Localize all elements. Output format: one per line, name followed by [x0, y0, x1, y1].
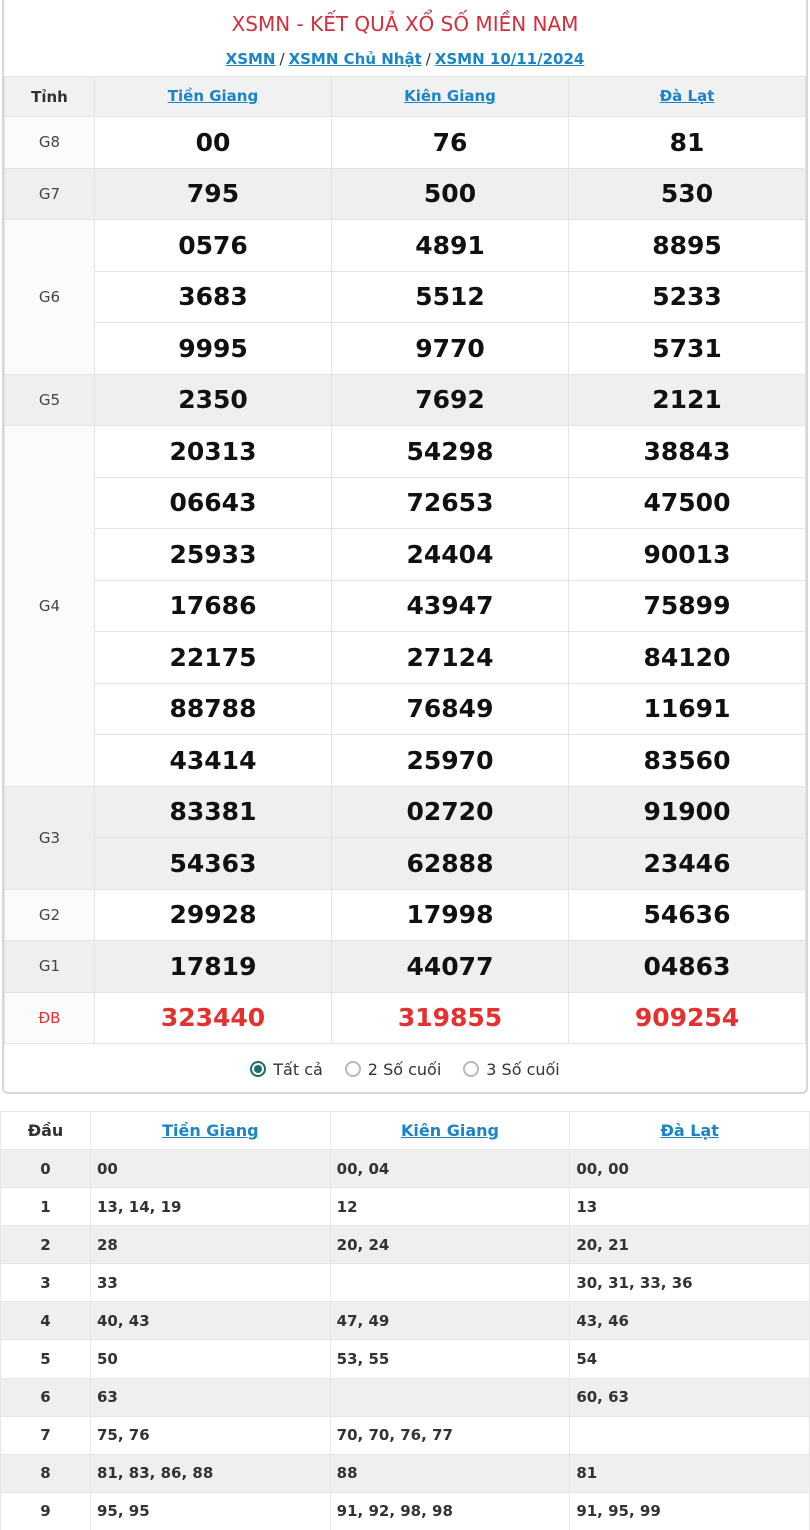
special-prize-number: 323440	[95, 992, 332, 1044]
loto-values: 28	[91, 1226, 331, 1264]
loto-province-link[interactable]: Kiên Giang	[401, 1121, 499, 1140]
prize-number: 44077	[332, 941, 569, 993]
prize-row	[5, 374, 806, 426]
loto-values: 00	[91, 1150, 331, 1188]
loto-values: 43, 46	[570, 1302, 810, 1340]
loto-row	[1, 1378, 810, 1416]
loto-values: 47, 49	[330, 1302, 570, 1340]
prize-row	[5, 735, 806, 787]
dau-digit: 8	[1, 1454, 91, 1492]
prize-label: G4	[5, 426, 95, 787]
dau-digit: 0	[1, 1150, 91, 1188]
prize-number: 02720	[332, 786, 569, 838]
province-header	[95, 77, 332, 117]
dau-digit: 4	[1, 1302, 91, 1340]
dau-digit: 6	[1, 1378, 91, 1416]
page-title: XSMN - KẾT QUẢ XỔ SỐ MIỀN NAM	[231, 12, 579, 36]
prize-number: 04863	[569, 941, 806, 993]
loto-province-link[interactable]: Tiền Giang	[162, 1121, 259, 1140]
prize-number: 54636	[569, 889, 806, 941]
radio-icon[interactable]	[250, 1061, 266, 1077]
loto-values: 53, 55	[330, 1340, 570, 1378]
prize-number: 2350	[95, 374, 332, 426]
province-link[interactable]: Tiền Giang	[167, 87, 259, 105]
prize-number: 43947	[332, 580, 569, 632]
loto-row	[1, 1340, 810, 1378]
prize-row	[5, 529, 806, 581]
prize-number: 38843	[569, 426, 806, 478]
loto-values: 75, 76	[91, 1416, 331, 1454]
results-card	[2, 0, 808, 1094]
prize-label: G7	[5, 168, 95, 220]
dau-digit: 2	[1, 1226, 91, 1264]
prize-number: 23446	[569, 838, 806, 890]
prize-number: 47500	[569, 477, 806, 529]
prize-label: G3	[5, 786, 95, 889]
loto-values: 12	[330, 1188, 570, 1226]
loto-values: 20, 24	[330, 1226, 570, 1264]
breadcrumb-link-date[interactable]: XSMN 10/11/2024	[434, 50, 585, 68]
prize-number: 0576	[95, 220, 332, 272]
prize-row	[5, 323, 806, 375]
loto-values: 13	[570, 1188, 810, 1226]
prize-number: 17819	[95, 941, 332, 993]
breadcrumb-separator: /	[425, 50, 431, 68]
loto-values: 20, 21	[570, 1226, 810, 1264]
loto-values: 70, 70, 76, 77	[330, 1416, 570, 1454]
special-prize-number: 909254	[569, 992, 806, 1044]
radio-icon[interactable]	[345, 1061, 361, 1077]
prize-row	[5, 786, 806, 838]
prize-number: 84120	[569, 632, 806, 684]
prize-number: 83560	[569, 735, 806, 787]
dau-digit: 7	[1, 1416, 91, 1454]
filter-option[interactable]	[463, 1060, 559, 1079]
dau-digit: 1	[1, 1188, 91, 1226]
prize-number: 530	[569, 168, 806, 220]
prize-number: 76849	[332, 683, 569, 735]
prize-number: 81	[569, 117, 806, 169]
filter-option[interactable]	[250, 1060, 323, 1079]
filter-option-label: 2 Số cuối	[367, 1059, 442, 1079]
prize-number: 25933	[95, 529, 332, 581]
prize-number: 25970	[332, 735, 569, 787]
loto-body	[1, 1150, 810, 1530]
loto-values: 60, 63	[570, 1378, 810, 1416]
radio-icon[interactable]	[463, 1061, 479, 1077]
prize-number: 7692	[332, 374, 569, 426]
prize-row	[5, 477, 806, 529]
loto-values	[570, 1416, 810, 1454]
breadcrumb	[4, 48, 806, 76]
prize-number: 11691	[569, 683, 806, 735]
loto-values: 95, 95	[91, 1492, 331, 1530]
prize-number: 27124	[332, 632, 569, 684]
filter-option-label: 3 Số cuối	[486, 1059, 560, 1079]
prize-number: 24404	[332, 529, 569, 581]
prize-number: 22175	[95, 632, 332, 684]
loto-row	[1, 1454, 810, 1492]
loto-row	[1, 1188, 810, 1226]
prize-row	[5, 220, 806, 272]
prize-number: 43414	[95, 735, 332, 787]
filter-option-label: Tất cả	[273, 1059, 323, 1079]
loto-values: 00, 04	[330, 1150, 570, 1188]
loto-values: 40, 43	[91, 1302, 331, 1340]
prize-number: 17998	[332, 889, 569, 941]
prize-row	[5, 632, 806, 684]
prize-number: 9995	[95, 323, 332, 375]
loto-values: 50	[91, 1340, 331, 1378]
breadcrumb-separator: /	[279, 50, 285, 68]
prize-row	[5, 168, 806, 220]
loto-values: 00, 00	[570, 1150, 810, 1188]
loto-values	[330, 1378, 570, 1416]
prize-number: 62888	[332, 838, 569, 890]
prize-number: 54363	[95, 838, 332, 890]
prize-number: 20313	[95, 426, 332, 478]
dau-digit: 3	[1, 1264, 91, 1302]
prize-number: 91900	[569, 786, 806, 838]
loto-values: 91, 95, 99	[570, 1492, 810, 1530]
prize-number: 500	[332, 168, 569, 220]
loto-table	[0, 1111, 810, 1530]
loto-values: 54	[570, 1340, 810, 1378]
loto-values: 81, 83, 86, 88	[91, 1454, 331, 1492]
loto-values	[330, 1264, 570, 1302]
prize-label: G1	[5, 941, 95, 993]
loto-values: 81	[570, 1454, 810, 1492]
prize-number: 5731	[569, 323, 806, 375]
prize-number: 76	[332, 117, 569, 169]
province-header	[332, 77, 569, 117]
prize-number: 5512	[332, 271, 569, 323]
prize-number: 29928	[95, 889, 332, 941]
province-column-header: Tỉnh	[5, 77, 95, 117]
breadcrumb-link-weekday[interactable]: XSMN Chủ Nhật	[288, 50, 422, 68]
loto-row	[1, 1302, 810, 1340]
prize-row	[5, 683, 806, 735]
prize-row	[5, 838, 806, 890]
loto-row	[1, 1416, 810, 1454]
prize-number: 5233	[569, 271, 806, 323]
prize-number: 17686	[95, 580, 332, 632]
prize-row	[5, 889, 806, 941]
prize-number: 90013	[569, 529, 806, 581]
loto-values: 88	[330, 1454, 570, 1492]
prize-number: 88788	[95, 683, 332, 735]
loto-values: 13, 14, 19	[91, 1188, 331, 1226]
prize-row	[5, 992, 806, 1044]
loto-values: 63	[91, 1378, 331, 1416]
loto-row	[1, 1492, 810, 1530]
loto-row	[1, 1150, 810, 1188]
prize-number: 54298	[332, 426, 569, 478]
province-link[interactable]: Kiên Giang	[404, 87, 496, 105]
prize-number: 8895	[569, 220, 806, 272]
loto-province-link[interactable]: Đà Lạt	[660, 1121, 719, 1140]
prize-number: 795	[95, 168, 332, 220]
prize-label: G5	[5, 374, 95, 426]
dau-column-header: Đầu	[1, 1112, 91, 1150]
dau-digit: 9	[1, 1492, 91, 1530]
dau-digit: 5	[1, 1340, 91, 1378]
prize-number: 2121	[569, 374, 806, 426]
prize-number: 00	[95, 117, 332, 169]
loto-values: 33	[91, 1264, 331, 1302]
loto-row	[1, 1264, 810, 1302]
loto-province-header	[91, 1112, 331, 1150]
results-body	[5, 117, 806, 1044]
prize-number: 72653	[332, 477, 569, 529]
prize-number: 9770	[332, 323, 569, 375]
province-header	[569, 77, 806, 117]
prize-row	[5, 941, 806, 993]
prize-label: G2	[5, 889, 95, 941]
prize-label: ĐB	[5, 992, 95, 1044]
loto-row	[1, 1226, 810, 1264]
prize-row	[5, 117, 806, 169]
prize-row	[5, 426, 806, 478]
prize-row	[5, 271, 806, 323]
loto-values: 91, 92, 98, 98	[330, 1492, 570, 1530]
prize-row	[5, 580, 806, 632]
results-table	[4, 76, 806, 1044]
loto-province-header	[570, 1112, 810, 1150]
prize-number: 75899	[569, 580, 806, 632]
digits-filter	[4, 1044, 806, 1094]
prize-label: G8	[5, 117, 95, 169]
special-prize-number: 319855	[332, 992, 569, 1044]
prize-number: 83381	[95, 786, 332, 838]
breadcrumb-link-xsmn[interactable]: XSMN	[225, 50, 276, 68]
loto-values: 30, 31, 33, 36	[570, 1264, 810, 1302]
prize-number: 3683	[95, 271, 332, 323]
prize-label: G6	[5, 220, 95, 375]
province-link[interactable]: Đà Lạt	[659, 87, 715, 105]
prize-number: 4891	[332, 220, 569, 272]
filter-option[interactable]	[345, 1060, 441, 1079]
loto-province-header	[330, 1112, 570, 1150]
prize-number: 06643	[95, 477, 332, 529]
